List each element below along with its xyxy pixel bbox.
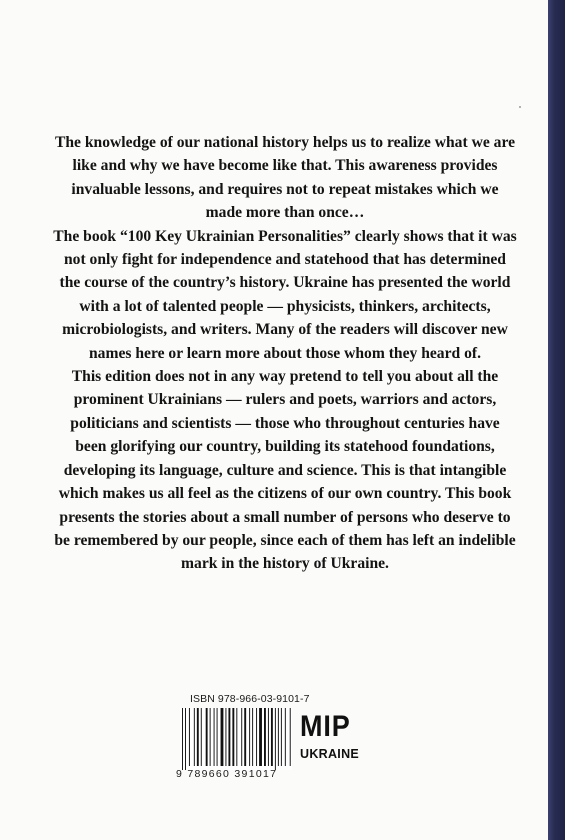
barcode-bar	[249, 708, 250, 766]
barcode-bar	[264, 708, 266, 766]
blurb-line: The knowledge of our national history helps us to realize what we are	[54, 134, 516, 151]
blurb-line: mark in the history of Ukraine.	[181, 555, 389, 573]
barcode-bar	[290, 708, 291, 766]
blurb-line: been glorifying our country, building its statehood foundations,	[75, 438, 495, 456]
blurb-line: names here or learn more about those whom they heard of.	[89, 344, 481, 362]
barcode-bar	[281, 708, 282, 766]
barcode-bar	[221, 708, 224, 766]
barcode-bar	[182, 708, 183, 770]
isbn-barcode	[180, 708, 292, 770]
barcode-bar	[259, 708, 262, 766]
barcode-bar	[189, 708, 190, 766]
barcode-bar	[206, 708, 208, 766]
blurb-line: developing its language, culture and science. This is that intangible	[63, 461, 507, 479]
blurb-line: politicians and scientists — those who throughout centuries have	[70, 414, 500, 432]
isbn-label: ISBN 978-966-03-9101-7	[190, 693, 310, 705]
barcode-bars	[180, 708, 292, 770]
barcode-bar	[197, 708, 199, 766]
blurb-line: not only fight for independence and statehood that has determined	[63, 251, 506, 269]
barcode-bar	[194, 708, 195, 766]
publisher-logo-subtitle: UKRAINE	[300, 747, 360, 761]
barcode-bar	[256, 708, 257, 766]
barcode-bar	[210, 708, 211, 766]
publisher-logo-mark: MIP	[300, 710, 351, 743]
barcode-bar	[201, 708, 202, 766]
barcode-bar	[225, 708, 226, 766]
barcode-bar	[252, 708, 253, 766]
blurb-line: made more than once…	[205, 204, 365, 222]
barcode-bar	[275, 708, 276, 770]
barcode-bar	[285, 708, 286, 766]
barcode-bar	[271, 708, 273, 766]
barcode-bar	[185, 708, 186, 770]
book-edge	[548, 0, 565, 840]
barcode-bar	[278, 708, 279, 766]
blurb-line: The book “100 Key Ukrainian Personalities” clearly shows that it was	[53, 227, 517, 245]
blurb-line: prominent Ukrainians — rulers and poets, warriors and actors,	[73, 391, 497, 409]
blurb-line: This edition does not in any way pretend to tell you about all the	[71, 368, 499, 386]
publisher-logo	[300, 712, 380, 762]
blurb-line: invaluable lessons, and requires not to repeat mistakes which we	[71, 180, 499, 198]
blurb-line: presents the stories about a small number of persons who deserve to	[59, 508, 511, 526]
blurb-line: microbiologists, and writers. Many of the readers will discover new	[62, 321, 508, 339]
barcode-bar	[236, 708, 237, 766]
blurb-line: with a lot of talented people — physicists, thinkers, architects,	[79, 297, 491, 315]
blurb-line: like and why we have become like that. This awareness provides	[72, 157, 498, 175]
barcode-bar	[244, 708, 246, 766]
barcode-bar	[268, 708, 269, 766]
barcode-bar	[241, 708, 242, 766]
paper-speck	[519, 106, 521, 108]
barcode-bar	[228, 708, 230, 766]
barcode-bar	[217, 708, 218, 766]
blurb-line: be remembered by our people, since each of them has left an indelible	[54, 531, 516, 549]
back-cover-blurb	[50, 131, 520, 576]
blurb-line: the course of the country’s history. Ukraine has presented the world	[59, 274, 511, 292]
barcode-bar	[232, 708, 234, 766]
barcode-bar	[214, 708, 215, 766]
blurb-line: which makes us all feel as the citizens of our own country. This book	[58, 485, 512, 503]
barcode-number: 9 789660 391017	[176, 768, 278, 780]
